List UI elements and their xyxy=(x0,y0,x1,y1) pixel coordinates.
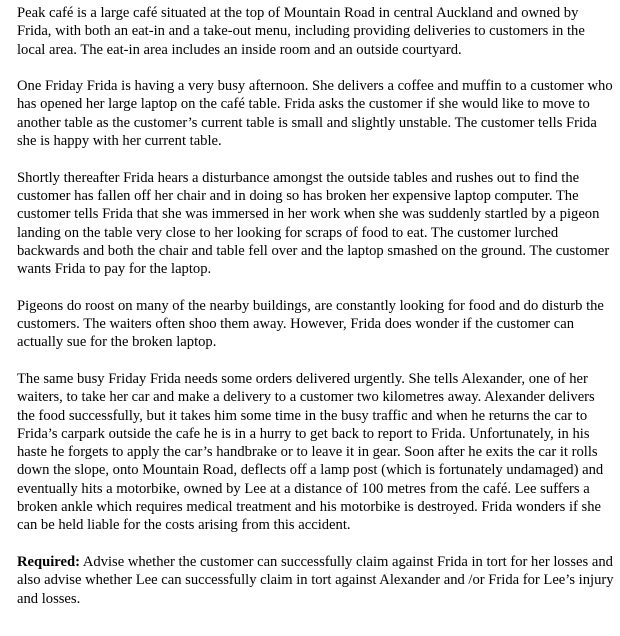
paragraph-pigeons: Pigeons do roost on many of the nearby buildings, are constantly looking for food and do disturb the customers. The waiters often shoo them away. However, Frida does wonder if the customer can actually sue for the broken laptop. xyxy=(17,297,604,351)
required-label: Required: xyxy=(17,553,80,570)
required-text: Advise whether the customer can successfully claim against Frida in tort for her losses and also advise whether Lee can successfully claim in tort against Alexander and /or Frida for Lee’s injury and losses. xyxy=(17,553,614,607)
paragraph-required xyxy=(17,553,615,608)
document-body xyxy=(17,4,615,608)
paragraph-pigeon-incident: Shortly thereafter Frida hears a disturbance amongst the outside tables and rushes out to find the customer has fallen off her chair and in doing so has broken her expensive laptop computer. The customer tells Frida that she was immersed in her work when she was suddenly startled by a pigeon landing on the table very close to her looking for scraps of food to eat. The customer lurched backwards and both the chair and table fell over and the laptop smashed on the ground. The customer wants Frida to pay for the laptop. xyxy=(17,169,610,278)
paragraph-laptop-table: One Friday Frida is having a very busy afternoon. She delivers a coffee and muffin to a customer who has opened her large laptop on the café table. Frida asks the customer if she would like to move to another table as the customer’s current table is small and slightly unstable. The customer tells Frida she is happy with her current table. xyxy=(17,78,613,150)
paragraph-intro: Peak café is a large café situated at the top of Mountain Road in central Auckland and owned by Frida, with both an eat-in and a take-out menu, including providing deliveries to customers in the local area. The eat-in area includes an inside room and an outside courtyard. xyxy=(17,5,585,58)
paragraph-car-accident: The same busy Friday Frida needs some orders delivered urgently. She tells Alexander, one of her waiters, to take her car and make a delivery to a customer two kilometres away. Alexander delivers the food successfully, but it takes him some time in the busy traffic and when he returns the car to Frida’s carpark outside the cafe he is in a hurry to get back to report to Frida. Unfortunately, in his haste he forgets to apply the car’s handbrake or to leave it in gear. Soon after he exits the car it rolls down the slope, onto Mountain Road, deflects off a lamp post (which is fortunately undamaged) and eventually hits a motorbike, owned by Lee at a distance of 100 metres from the café. Lee suffers a broken ankle which requires medical treatment and his motorbike is destroyed. Frida wonders if she can be held liable for the costs arising from this accident. xyxy=(17,370,604,534)
